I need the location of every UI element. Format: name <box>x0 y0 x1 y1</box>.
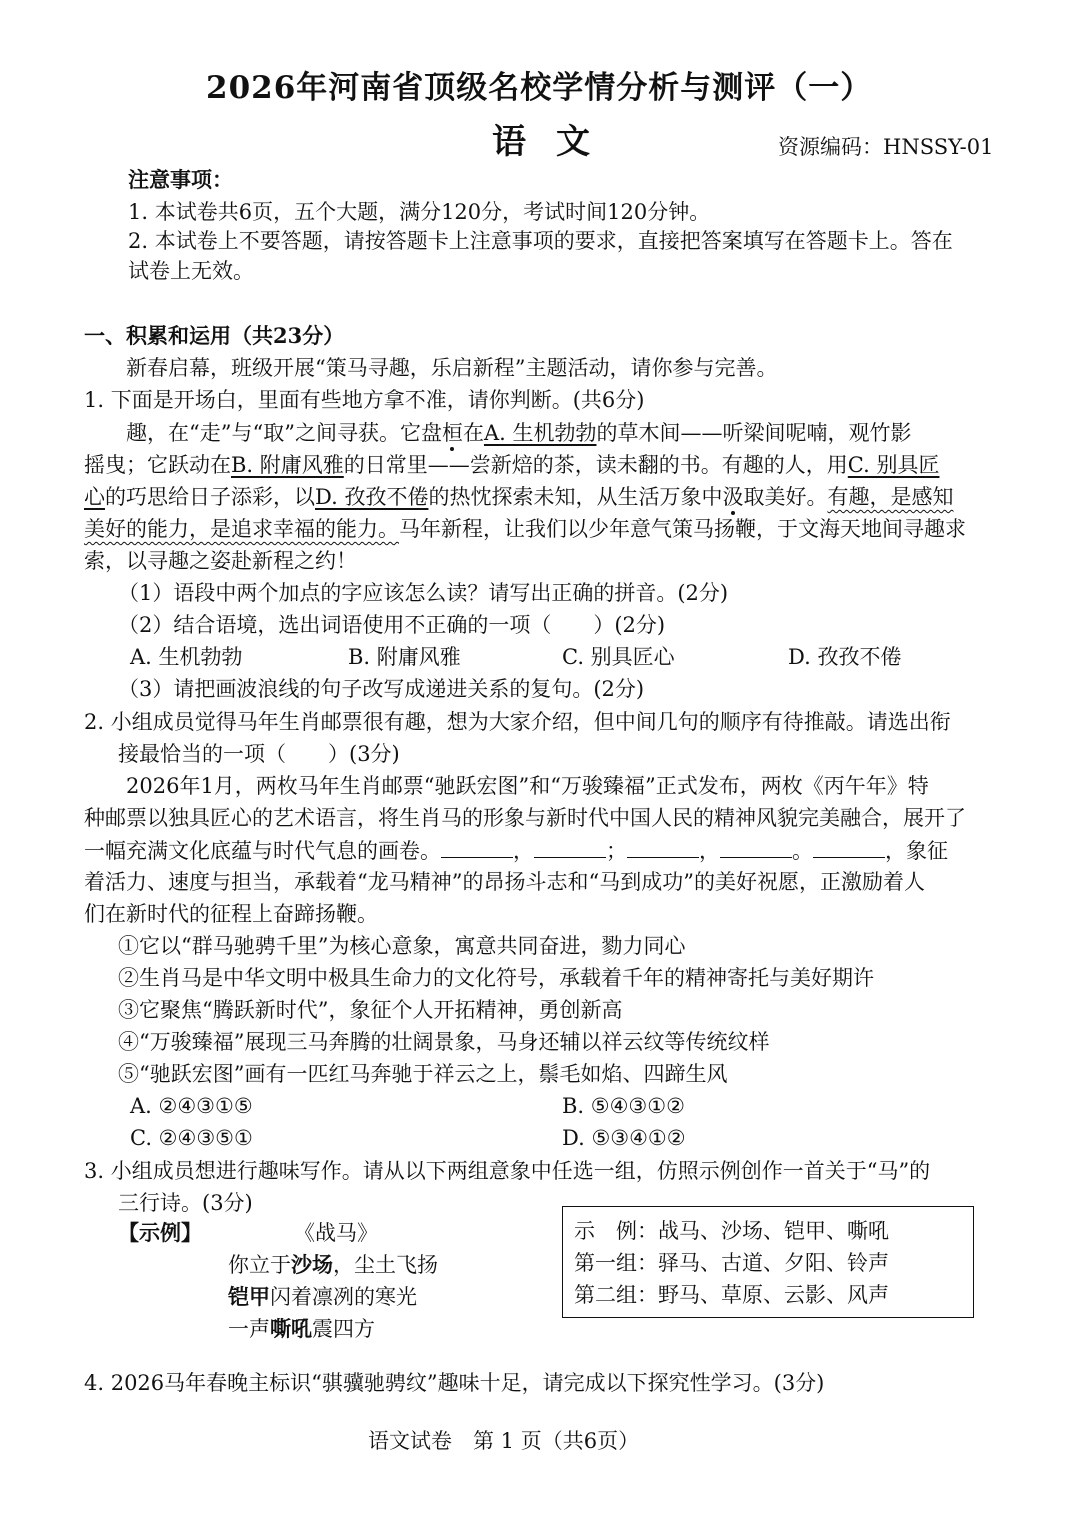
q1-sub-1: （1）语段中两个加点的字应该怎么读？请写出正确的拼音。(2分) <box>118 581 729 605</box>
q2-stem: 2. 小组成员觉得马年生肖邮票很有趣，想为大家介绍，但中间几句的顺序有待推敲。请选出衔 <box>84 710 951 734</box>
q2-item-2: ②生肖马是中华文明中极具生命力的文化符号，承载着千年的精神寄托与美好期许 <box>118 966 874 990</box>
q1-sub-3: （3）请把画波浪线的句子改写成递进关系的复句。(2分) <box>118 677 645 701</box>
q3-stem: 3. 小组成员想进行趣味写作。请从以下两组意象中任选一组，仿照示例创作一首关于“马”的 <box>84 1159 931 1183</box>
blank-5 <box>813 835 885 858</box>
blank-2 <box>534 835 606 858</box>
q1-option-d: D. 孜孜不倦 <box>788 645 902 669</box>
q2-passage-line-3: 一幅充满文化底蕴与时代气息的画卷。 ， ； ， 。 ，象征 <box>84 835 948 866</box>
exam-title: 2026年河南省顶级名校学情分析与测评（一） <box>206 70 873 106</box>
q2-stem-cont: 接最恰当的一项（ ）(3分) <box>118 742 400 766</box>
poem-title: 《战马》 <box>294 1221 378 1245</box>
blank-3 <box>627 835 699 858</box>
notice-heading: 注意事项： <box>128 167 233 192</box>
subject-title: 语文 <box>492 122 620 162</box>
notice-item-2: 2. 本试卷上不要答题，请按答题卡上注意事项的要求，直接把答案填写在答题卡上。答在 <box>128 229 953 253</box>
q2-item-1: ①它以“群马驰骋千里”为核心意象，寓意共同奋进，勠力同心 <box>118 934 686 958</box>
q1-stem: 1. 下面是开场白，里面有些地方拿不准，请你判断。(共6分) <box>84 388 645 412</box>
q2-option-a: A. ②④③①⑤ <box>130 1094 253 1118</box>
imagery-group-1: 第一组：驿马、古道、夕阳、铃声 <box>574 1251 889 1275</box>
q1-passage-line-1: 趣，在“走”与“取”之间寻获。它盘桓在A. 生机勃勃的草木间——听梁间呢喃，观竹影 <box>126 421 912 445</box>
poem-line-1: 你立于沙场，尘土飞扬 <box>228 1252 438 1277</box>
q1-passage-line-3: 心的巧思给日子添彩，以D. 孜孜不倦的热忱探索未知，从生活万象中汲取美好。有趣，是感知 <box>84 485 954 509</box>
q2-option-c: C. ②④③⑤① <box>130 1126 253 1150</box>
example-label: 【示例】 <box>118 1220 202 1245</box>
q1-passage-line-4: 美好的能力，是追求幸福的能力。马年新程，让我们以少年意气策马扬鞭，于文海天地间寻趣求 <box>84 517 966 541</box>
q2-passage-line-2: 种邮票以独具匠心的艺术语言，将生肖马的形象与新时代中国人民的精神风貌完美融合，展开了 <box>84 806 966 830</box>
wavy-sentence-2: 美好的能力，是追求幸福的能力。 <box>84 517 399 541</box>
q2-passage-line-1: 2026年1月，两枚马年生肖邮票“驰跃宏图”和“万骏臻福”正式发布，两枚《丙午年》特 <box>126 774 929 798</box>
underline-c: C. 别具匠 <box>847 453 940 477</box>
q2-item-5: ⑤“驰跃宏图”画有一匹红马奔驰于祥云之上，鬃毛如焰、四蹄生风 <box>118 1062 728 1086</box>
underline-b: B. 附庸风雅 <box>231 453 344 477</box>
q2-passage-line-4: 着活力、速度与担当，承载着“龙马精神”的昂扬斗志和“马到成功”的美好祝愿，正激励着人 <box>84 870 925 894</box>
section-heading: 一、积累和运用（共23分） <box>84 323 345 348</box>
q2-option-b: B. ⑤④③①② <box>562 1094 685 1118</box>
imagery-example: 示 例：战马、沙场、铠甲、嘶吼 <box>574 1219 889 1243</box>
wavy-sentence-1: 有趣，是感知 <box>827 485 954 509</box>
q1-passage-line-2: 摇曳；它跃动在B. 附庸风雅的日常里——尝新焙的茶，读未翻的书。有趣的人，用C. 别具匠 <box>84 453 940 477</box>
q2-item-3: ③它聚焦“腾跃新时代”，象征个人开拓精神，勇创新高 <box>118 998 623 1022</box>
q4-stem: 4. 2026马年春晚主标识“骐骥驰骋纹”趣味十足，请完成以下探究性学习。(3分) <box>84 1371 825 1395</box>
underline-a: A. 生机勃勃 <box>483 421 597 445</box>
q1-passage-line-5: 索，以寻趣之姿赴新程之约！ <box>84 549 357 573</box>
q1-option-b: B. 附庸风雅 <box>348 645 461 669</box>
q2-passage-line-5: 们在新时代的征程上奋蹄扬鞭。 <box>84 902 378 926</box>
q2-item-4: ④“万骏臻福”展现三马奔腾的壮阔景象，马身还辅以祥云纹等传统纹样 <box>118 1030 770 1054</box>
section-intro: 新春启幕，班级开展“策马寻趣，乐启新程”主题活动，请你参与完善。 <box>126 356 778 380</box>
q3-stem-cont: 三行诗。(3分) <box>118 1191 253 1215</box>
imagery-group-2: 第二组：野马、草原、云影、风声 <box>574 1283 889 1307</box>
notice-item-2-cont: 试卷上无效。 <box>128 259 254 283</box>
q2-option-d: D. ⑤③④①② <box>562 1126 686 1150</box>
underline-d: D. 孜孜不倦 <box>315 485 429 509</box>
blank-1 <box>441 835 513 858</box>
dotted-char-1: 桓 <box>441 421 463 445</box>
q1-option-c: C. 别具匠心 <box>562 645 675 669</box>
poem-line-2: 铠甲闪着凛冽的寒光 <box>228 1284 417 1309</box>
page-footer: 语文试卷 第 1 页（共6页） <box>368 1429 640 1453</box>
poem-line-3: 一声嘶吼震四方 <box>228 1316 375 1341</box>
blank-4 <box>720 835 792 858</box>
notice-item-1: 1. 本试卷共6页，五个大题，满分120分，考试时间120分钟。 <box>128 200 711 224</box>
q1-option-a: A. 生机勃勃 <box>130 645 243 669</box>
dotted-char-2: 汲 <box>722 485 744 509</box>
resource-code: 资源编码：HNSSY-01 <box>778 135 994 159</box>
q1-sub-2: （2）结合语境，选出词语使用不正确的一项（ ）(2分) <box>118 613 666 637</box>
